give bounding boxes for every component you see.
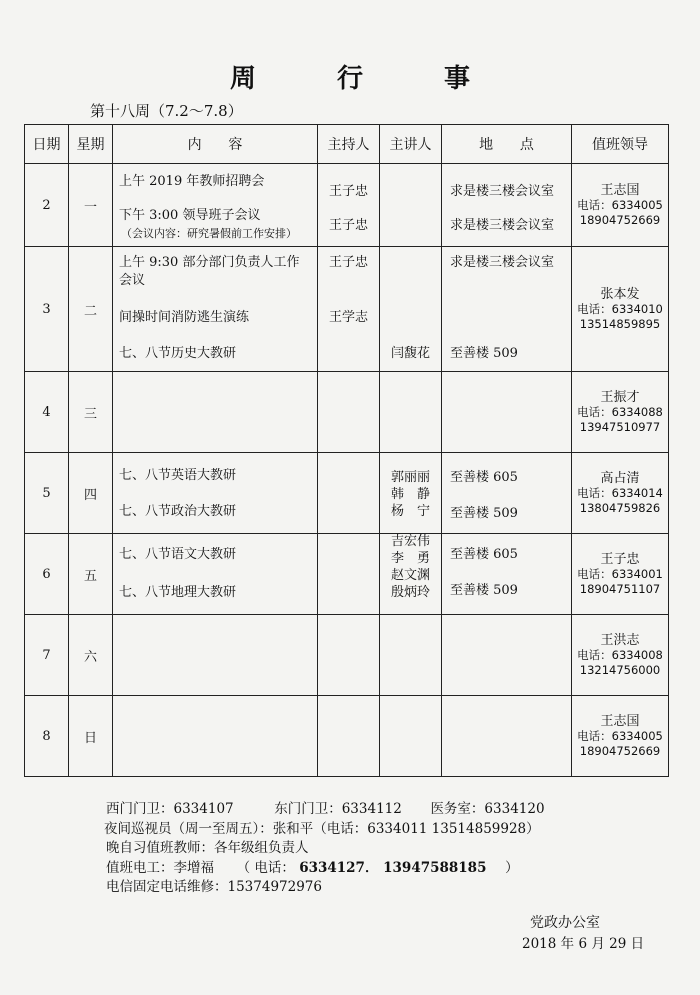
content-cell — [113, 696, 318, 777]
place-line: 至善楼 605 — [450, 470, 518, 485]
speaker-name: 杨 宁 — [390, 504, 430, 519]
leader-cell — [572, 534, 669, 615]
host-cell — [318, 453, 380, 534]
telecom-repair: 电信固定电话维修：15374972976 — [106, 879, 322, 895]
place-cell — [442, 372, 572, 453]
page-title: 周 行 事 — [229, 64, 507, 94]
content-cell — [113, 453, 318, 534]
table-row — [25, 696, 669, 777]
table-row — [25, 453, 669, 534]
place-cell — [442, 164, 572, 247]
table-row — [25, 615, 669, 696]
speaker-cell — [380, 372, 442, 453]
content-line: 七、八节历史大教研 — [119, 346, 237, 361]
place-cell — [442, 696, 572, 777]
clinic-contact: 医务室：6334120 — [430, 801, 545, 817]
leader-mobile: 13214756000 — [579, 662, 661, 677]
leader-name: 王志国 — [600, 182, 640, 198]
host-cell — [318, 534, 380, 615]
content-cell — [113, 534, 318, 615]
place-cell — [442, 534, 572, 615]
speaker-cell — [380, 453, 442, 534]
speaker-name: 李 勇 — [390, 551, 430, 566]
leader-phone: 电话：6334005 — [577, 197, 663, 212]
weekday-cell: 日 — [69, 696, 113, 777]
table-row — [25, 164, 669, 247]
night-patrol: 夜间巡视员（周一至周五）：张和平（电话：6334011 13514859928） — [104, 820, 540, 837]
leader-cell — [572, 247, 669, 372]
table-row — [25, 247, 669, 372]
content-line: 会议 — [119, 273, 146, 288]
place-cell — [442, 615, 572, 696]
issue-date: 2018 年 6 月 29 日 — [522, 936, 645, 952]
header-leader: 值班领导 — [572, 125, 669, 164]
date-cell: 6 — [25, 534, 69, 615]
host-name: 王子忠 — [328, 255, 368, 270]
leader-phone: 电话：6334088 — [577, 404, 663, 419]
date-cell: 7 — [25, 615, 69, 696]
content-cell — [113, 164, 318, 247]
leader-mobile: 18904752669 — [579, 212, 661, 227]
leader-mobile: 18904751107 — [579, 581, 661, 596]
table-header-row — [25, 125, 669, 164]
evening-study-teacher: 晚自习值班教师：各年级组负责人 — [106, 840, 309, 856]
week-subtitle: 第十八周（7.2～7.8） — [90, 102, 243, 120]
content-cell — [113, 372, 318, 453]
host-name: 王子忠 — [328, 218, 368, 233]
speaker-cell — [380, 247, 442, 372]
electrician-row — [106, 859, 545, 879]
speaker-cell — [380, 696, 442, 777]
host-name: 王学志 — [328, 310, 368, 325]
leader-name: 王志国 — [600, 713, 640, 729]
date-cell: 4 — [25, 372, 69, 453]
speaker-name: 郭丽丽 — [390, 470, 430, 485]
west-gate-contact: 西门门卫：6334107 — [106, 801, 234, 817]
host-cell — [318, 696, 380, 777]
leader-phone: 电话：6334005 — [577, 728, 663, 743]
gate-contacts-row — [106, 800, 545, 820]
table-row — [25, 534, 669, 615]
leader-mobile: 13804759826 — [579, 500, 661, 515]
leader-name: 王洪志 — [600, 632, 640, 648]
electrician-phone-suffix: ） — [505, 859, 519, 876]
leader-name: 王振才 — [600, 389, 640, 405]
electrician-phone: 6334127． 13947588185 — [299, 859, 487, 876]
speaker-name: 殷炳玲 — [390, 585, 430, 600]
date-cell: 2 — [25, 164, 69, 247]
leader-cell — [572, 615, 669, 696]
speaker-name: 吉宏伟 — [390, 534, 430, 549]
electrician-phone-prefix: （ 电话： — [236, 859, 295, 876]
leader-cell — [572, 372, 669, 453]
leader-cell — [572, 453, 669, 534]
leader-cell — [572, 164, 669, 247]
header-date: 日期 — [25, 125, 69, 164]
weekday-cell: 四 — [69, 453, 113, 534]
place-line: 至善楼 509 — [450, 583, 518, 598]
content-note: （会议内容：研究暑假前工作安排） — [121, 227, 297, 240]
content-line: 上午 2019 年教师招聘会 — [119, 174, 265, 189]
content-line: 间操时间消防逃生演练 — [119, 310, 250, 325]
weekday-cell: 一 — [69, 164, 113, 247]
weekday-cell: 六 — [69, 615, 113, 696]
speaker-name: 闫馥花 — [390, 346, 430, 361]
place-line: 求是楼三楼会议室 — [450, 255, 555, 270]
content-line: 七、八节语文大教研 — [119, 547, 237, 562]
speaker-name: 赵文渊 — [390, 568, 430, 583]
speaker-cell — [380, 534, 442, 615]
leader-cell — [572, 696, 669, 777]
place-cell — [442, 247, 572, 372]
place-line: 至善楼 605 — [450, 547, 518, 562]
content-cell — [113, 247, 318, 372]
host-name: 王子忠 — [328, 184, 368, 199]
place-line: 至善楼 509 — [450, 346, 518, 361]
leader-name: 王子忠 — [600, 551, 640, 567]
weekday-cell: 二 — [69, 247, 113, 372]
place-line: 求是楼三楼会议室 — [450, 218, 555, 233]
place-line: 至善楼 509 — [450, 506, 518, 521]
host-cell — [318, 615, 380, 696]
table-row — [25, 372, 669, 453]
speaker-cell — [380, 615, 442, 696]
date-cell: 5 — [25, 453, 69, 534]
date-cell: 8 — [25, 696, 69, 777]
host-cell — [318, 372, 380, 453]
content-line: 七、八节政治大教研 — [119, 504, 237, 519]
content-line: 下午 3:00 领导班子会议 — [119, 208, 261, 223]
leader-phone: 电话：6334001 — [577, 566, 663, 581]
leader-phone: 电话：6334008 — [577, 647, 663, 662]
leader-name: 张本发 — [600, 286, 640, 302]
leader-phone: 电话：6334010 — [577, 301, 663, 316]
content-line: 上午 9:30 部分部门负责人工作 — [119, 255, 300, 270]
contact-footer — [106, 800, 545, 898]
speaker-name: 韩 静 — [390, 487, 430, 502]
host-cell — [318, 164, 380, 247]
host-cell — [318, 247, 380, 372]
electrician-label: 值班电工：李增福 — [106, 859, 214, 876]
content-line: 七、八节英语大教研 — [119, 468, 237, 483]
leader-phone: 电话：6334014 — [577, 485, 663, 500]
place-line: 求是楼三楼会议室 — [450, 184, 555, 199]
schedule-table — [24, 124, 669, 777]
leader-mobile: 13514859895 — [579, 316, 661, 331]
leader-mobile: 13947510977 — [579, 419, 661, 434]
content-line: 七、八节地理大教研 — [119, 585, 237, 600]
header-speaker: 主讲人 — [380, 125, 442, 164]
header-host: 主持人 — [318, 125, 380, 164]
leader-name: 高占清 — [600, 470, 640, 486]
weekday-cell: 三 — [69, 372, 113, 453]
speaker-cell — [380, 164, 442, 247]
date-cell: 3 — [25, 247, 69, 372]
east-gate-contact: 东门门卫：6334112 — [274, 801, 402, 817]
weekday-cell: 五 — [69, 534, 113, 615]
place-cell — [442, 453, 572, 534]
header-content: 内 容 — [113, 125, 318, 164]
issuing-office: 党政办公室 — [530, 915, 600, 931]
content-cell — [113, 615, 318, 696]
leader-mobile: 18904752669 — [579, 743, 661, 758]
header-place: 地 点 — [442, 125, 572, 164]
header-weekday: 星期 — [69, 125, 113, 164]
